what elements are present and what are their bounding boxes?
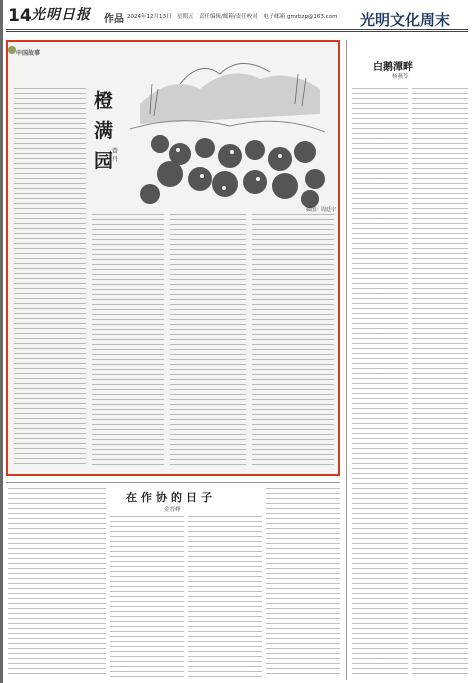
feature-brand: 中国故事: [16, 50, 41, 57]
feature-column-2: [92, 214, 164, 468]
side-column-1: [352, 88, 408, 676]
bottom-article-title: 在作协的日子: [126, 491, 216, 504]
header-rule: [6, 29, 468, 30]
feature-column-3: [170, 214, 246, 468]
bottom-column-2: [110, 516, 184, 678]
bottom-article-author: 金晋峰: [164, 507, 181, 513]
side-column-2: [412, 88, 468, 676]
bottom-column-3: [188, 516, 262, 678]
feature-column-1: [14, 88, 86, 468]
side-article-title: 白鹅潭畔: [373, 62, 413, 73]
title-char: 满: [94, 120, 114, 142]
header-rule-thin: [6, 31, 468, 32]
column-divider: [346, 40, 347, 680]
illustration-caption: 插图：周廷宇: [306, 207, 337, 213]
title-char: 园: [94, 150, 114, 172]
feature-illustration: [120, 44, 328, 211]
page-edge: [0, 0, 3, 683]
bottom-rule: [6, 482, 340, 483]
header-meta: 2024年12月13日 星期五 责任编辑/邮箱/责任校对 电子邮箱 gmrbzp@163.com: [127, 14, 338, 20]
title-char: 橙: [94, 90, 114, 112]
feature-column-4: [252, 214, 334, 468]
feature-author: 曾丹: [112, 148, 119, 163]
newspaper-logo: 光明日报: [31, 7, 91, 23]
brand-leaf-icon: [8, 46, 16, 54]
section-name: 作品: [104, 14, 124, 25]
bottom-column-1: [8, 488, 106, 678]
bottom-column-4: [266, 488, 340, 678]
edition-title: 光明文化周末: [360, 11, 451, 29]
page-number: 14: [8, 6, 32, 26]
side-article-author: 杨燕苓: [392, 74, 409, 80]
